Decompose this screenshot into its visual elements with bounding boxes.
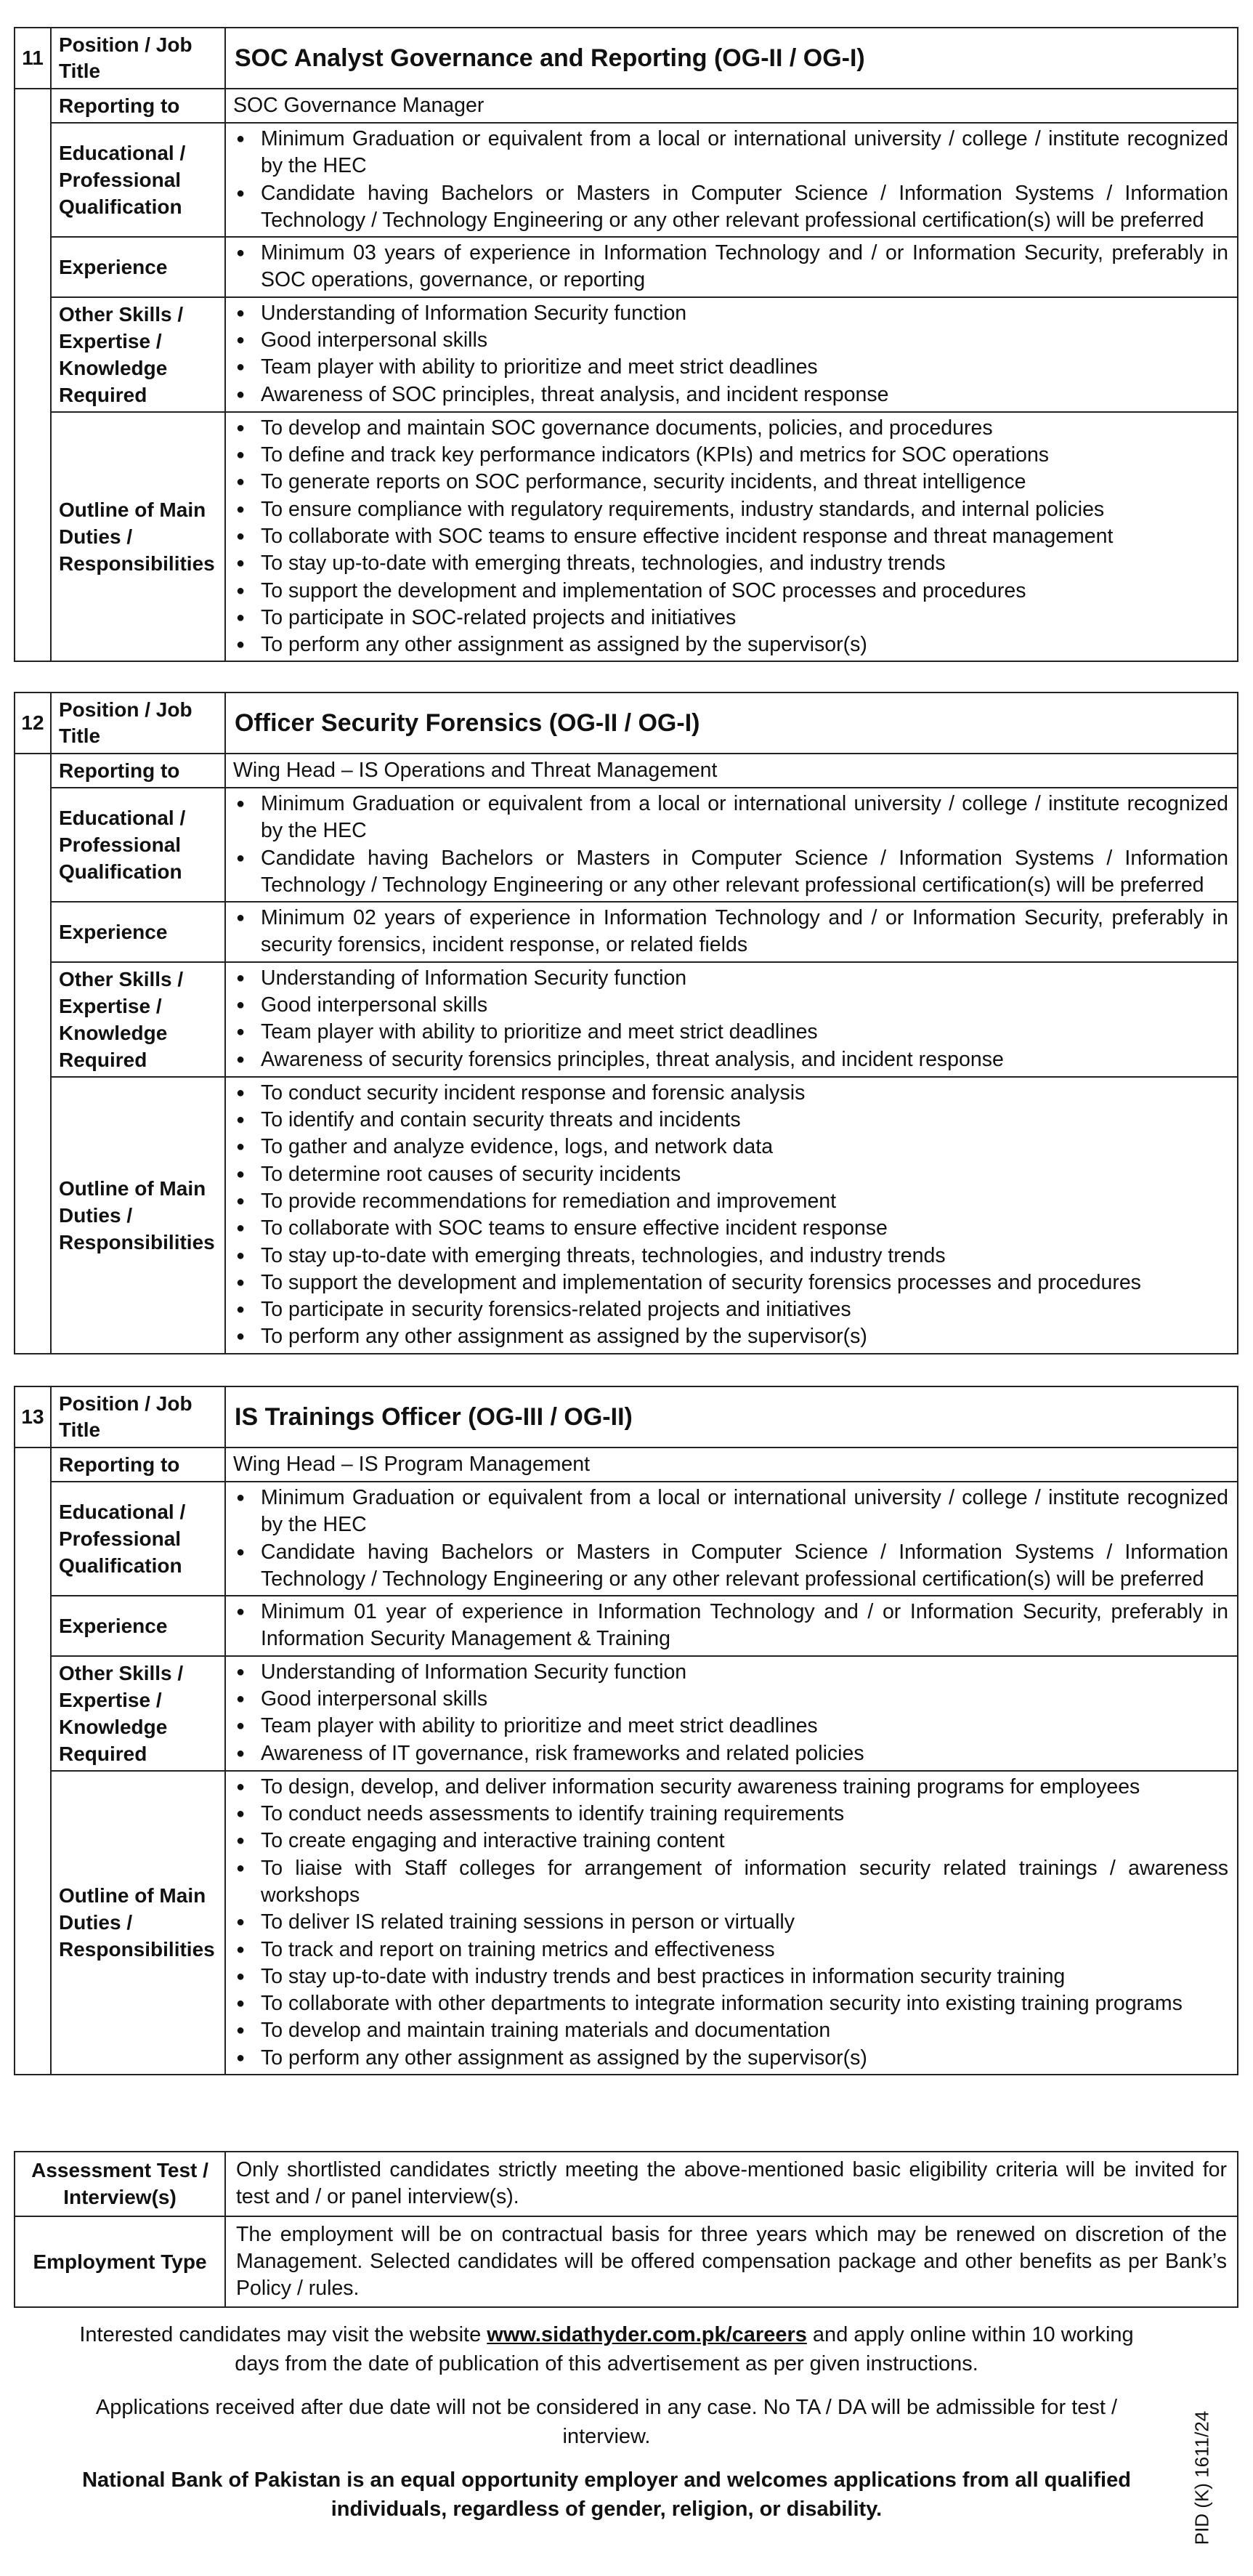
bullet-item: ● To define and track key performance indicators (KPIs) and metrics for SOC operations (233, 442, 1228, 469)
bullet-item: ● Team player with ability to prioritize and meet strict deadlines (233, 1713, 1228, 1740)
employment-type-label: Employment Type (15, 2217, 226, 2307)
bullet-item: ● Minimum 02 years of experience in Information Technology and / or Information Security, preferably in security forensics, incident response, or related fields (233, 905, 1228, 959)
qualification-list (233, 1485, 1228, 1593)
experience-row (52, 903, 1237, 963)
qualification-content (226, 788, 1237, 901)
reporting-label: Reporting to (52, 89, 226, 122)
reporting-to-value: Wing Head – IS Program Management (233, 1452, 591, 1476)
bullet-item: ● To collaborate with other departments to integrate information security into existing training programs (233, 1990, 1228, 2017)
qualification-list (233, 791, 1228, 899)
job-title: SOC Analyst Governance and Reporting (OG-II / OG-I) (235, 44, 865, 72)
bullet-item: ● Awareness of security forensics principles, threat analysis, and incident response (233, 1046, 1228, 1073)
reporting-row (52, 1448, 1237, 1482)
bullet-item: ● To participate in security forensics-related projects and initiatives (233, 1296, 1228, 1323)
job-table (14, 692, 1238, 1354)
late-applications-notice: Applications received after due date will not be considered in any case. No TA / DA will be admissible for test / interview. (95, 2396, 1118, 2448)
reporting-label: Reporting to (52, 754, 226, 787)
bullet-item: ● To provide recommendations for remediation and improvement (233, 1188, 1228, 1215)
skills-row (52, 963, 1237, 1078)
bullet-item: ● Awareness of SOC principles, threat analysis, and incident response (233, 381, 1228, 408)
reporting-row (52, 754, 1237, 788)
job-detail-rows (52, 89, 1237, 661)
bullet-item: ● Team player with ability to prioritize and meet strict deadlines (233, 354, 1228, 381)
bullet-item: ● To generate reports on SOC performance, security incidents, and threat intelligence (233, 469, 1228, 496)
careers-website-link[interactable]: www.sidathyder.com.pk/careers (487, 2323, 807, 2346)
duties-row (52, 1078, 1237, 1353)
bullet-item: ● To perform any other assignment as assigned by the supervisor(s) (233, 2045, 1228, 2072)
bullet-item: ● To stay up-to-date with emerging threats, technologies, and industry trends (233, 1243, 1228, 1269)
bullet-item: ● Minimum Graduation or equivalent from a local or international university / college / institute recognized by the HEC (233, 1485, 1228, 1539)
bullet-item: ● To participate in SOC-related projects and initiatives (233, 605, 1228, 631)
job-table (14, 27, 1238, 662)
bullet-item: ● To conduct security incident response and forensic analysis (233, 1080, 1228, 1107)
experience-row (52, 238, 1237, 298)
bullet-item: ● Good interpersonal skills (233, 1686, 1228, 1713)
job-details (15, 89, 1237, 661)
experience-content (226, 1596, 1237, 1655)
reporting-row (52, 89, 1237, 124)
apply-text-after: and apply online within 10 working days from the date of publication of this advertisement as per given instructions. (235, 2323, 1134, 2375)
bullet-item: ● To perform any other assignment as assigned by the supervisor(s) (233, 1323, 1228, 1350)
bullet-item: ● Candidate having Bachelors or Masters in Computer Science / Information Systems / Information Technology / Technology Engineering or any other relevant professional certification(s) will be preferred (233, 845, 1228, 900)
duties-row (52, 413, 1237, 661)
job-title: Officer Security Forensics (OG-II / OG-I) (235, 708, 700, 737)
skills-content (226, 298, 1237, 411)
skills-row (52, 298, 1237, 413)
bullet-item: ● Awareness of IT governance, risk frameworks and related policies (233, 1740, 1228, 1767)
bullet-item: ● To design, develop, and deliver information security awareness training programs for employees (233, 1774, 1228, 1801)
job-details (15, 1448, 1237, 2074)
duties-label: Outline of Main Duties / Responsibilities (52, 1078, 226, 1353)
bullet-item: ● Minimum 03 years of experience in Information Technology and / or Information Security, preferably in SOC operations, governance, or reporting (233, 240, 1228, 294)
bullet-item: ● To collaborate with SOC teams to ensure effective incident response and threat management (233, 523, 1228, 550)
skills-label: Other Skills / Expertise / Knowledge Required (52, 1657, 226, 1770)
bullet-item: ● To ensure compliance with regulatory requirements, industry standards, and internal policies (233, 496, 1228, 523)
experience-content (226, 903, 1237, 961)
job-detail-rows (52, 1448, 1237, 2074)
assessment-label: Assessment Test / Interview(s) (15, 2152, 226, 2216)
bullet-item: ● To deliver IS related training sessions in person or virtually (233, 1909, 1228, 1936)
bullet-item: ● Minimum Graduation or equivalent from a local or international university / college / institute recognized by the HEC (233, 791, 1228, 845)
publication-id (1191, 2410, 1213, 2545)
bullet-item: ● To collaborate with SOC teams to ensure effective incident response (233, 1215, 1228, 1242)
duties-list (233, 1774, 1228, 2072)
job-number: 13 (15, 1387, 52, 1447)
employment-type-row (15, 2217, 1237, 2307)
experience-list (233, 905, 1228, 959)
bullet-item: ● Team player with ability to prioritize and meet strict deadlines (233, 1019, 1228, 1046)
qualification-label: Educational / Professional Qualification (52, 124, 226, 236)
job-number: 11 (15, 28, 52, 88)
bullet-item: ● Understanding of Information Security function (233, 965, 1228, 992)
publication-id-text: PID (K) 1611/24 (1191, 2410, 1213, 2545)
bullet-item: ● To liaise with Staff colleges for arrangement of information security related trainings / awareness workshops (233, 1855, 1228, 1910)
job-header (15, 28, 1237, 89)
job-title: IS Trainings Officer (OG-III / OG-II) (235, 1402, 633, 1431)
equal-opportunity-statement: National Bank of Pakistan is an equal opportunity employer and welcomes applications from all qualified individuals, regardless of gender, religion, or disability. (82, 2468, 1131, 2521)
position-label: Position / Job Title (52, 1387, 226, 1447)
bullet-item: ● Candidate having Bachelors or Masters in Computer Science / Information Systems / Information Technology / Technology Engineering or any other relevant professional certification(s) will be preferred (233, 180, 1228, 235)
bullet-item: ● To perform any other assignment as assigned by the supervisor(s) (233, 631, 1228, 658)
number-gutter (15, 1448, 52, 2074)
reporting-to-value: SOC Governance Manager (233, 93, 484, 117)
job-number: 12 (15, 693, 52, 753)
job-detail-rows (52, 754, 1237, 1353)
bullet-item: ● To stay up-to-date with emerging threats, technologies, and industry trends (233, 550, 1228, 577)
bullet-item: ● Understanding of Information Security function (233, 1659, 1228, 1686)
bullet-item: ● To gather and analyze evidence, logs, and network data (233, 1134, 1228, 1160)
terms-table (14, 2151, 1238, 2308)
bullet-item: ● Good interpersonal skills (233, 992, 1228, 1019)
skills-list (233, 1659, 1228, 1767)
position-label: Position / Job Title (52, 28, 226, 88)
position-label: Position / Job Title (52, 693, 226, 753)
bullet-item: ● To conduct needs assessments to identify training requirements (233, 1801, 1228, 1828)
qualification-row (52, 788, 1237, 903)
apply-instructions (73, 2320, 1140, 2378)
number-gutter (15, 89, 52, 661)
qualification-row (52, 124, 1237, 238)
duties-content (226, 1078, 1237, 1353)
bullet-item: ● To develop and maintain training materials and documentation (233, 2017, 1228, 2044)
experience-label: Experience (52, 238, 226, 296)
duties-label: Outline of Main Duties / Responsibilities (52, 413, 226, 661)
duties-content (226, 1772, 1237, 2074)
experience-list (233, 240, 1228, 294)
job-details (15, 754, 1237, 1353)
qualification-row (52, 1482, 1237, 1596)
bullet-item: ● To stay up-to-date with industry trends and best practices in information security training (233, 1963, 1228, 1990)
bullet-item: ● Candidate having Bachelors or Masters in Computer Science / Information Systems / Information Technology / Technology Engineering or any other relevant professional certification(s) will be preferred (233, 1539, 1228, 1594)
number-gutter (15, 754, 52, 1353)
reporting-to-value: Wing Head – IS Operations and Threat Management (233, 758, 718, 782)
skills-label: Other Skills / Expertise / Knowledge Required (52, 298, 226, 411)
duties-content (226, 413, 1237, 661)
experience-label: Experience (52, 1596, 226, 1655)
reporting-label: Reporting to (52, 1448, 226, 1481)
bullet-item: ● To support the development and implementation of security forensics processes and procedures (233, 1269, 1228, 1296)
job-table (14, 1386, 1238, 2075)
experience-list (233, 1599, 1228, 1653)
skills-list (233, 300, 1228, 408)
employment-type-text: The employment will be on contractual basis for three years which may be renewed on discretion of the Management. Selected candidates will be offered compensation package and other benefits as per Bank’s Policy / rules. (236, 2222, 1227, 2301)
skills-content (226, 963, 1237, 1076)
experience-content (226, 238, 1237, 296)
job-header (15, 693, 1237, 754)
experience-label: Experience (52, 903, 226, 961)
qualification-content (226, 124, 1237, 236)
bullet-item: ● To support the development and implementation of SOC processes and procedures (233, 578, 1228, 605)
skills-label: Other Skills / Expertise / Knowledge Required (52, 963, 226, 1076)
skills-list (233, 965, 1228, 1073)
skills-content (226, 1657, 1237, 1770)
duties-list (233, 415, 1228, 659)
skills-row (52, 1657, 1237, 1772)
bullet-item: ● Understanding of Information Security function (233, 300, 1228, 327)
bullet-item: ● To identify and contain security threats and incidents (233, 1107, 1228, 1134)
duties-row (52, 1772, 1237, 2074)
duties-label: Outline of Main Duties / Responsibilities (52, 1772, 226, 2074)
apply-text-before: Interested candidates may visit the website (79, 2323, 487, 2346)
qualification-list (233, 126, 1228, 234)
assessment-row (15, 2152, 1237, 2217)
bullet-item: ● To develop and maintain SOC governance documents, policies, and procedures (233, 415, 1228, 442)
bullet-item: ● To determine root causes of security incidents (233, 1161, 1228, 1188)
bullet-item: ● Good interpersonal skills (233, 327, 1228, 354)
experience-row (52, 1596, 1237, 1657)
job-header (15, 1387, 1237, 1448)
qualification-content (226, 1482, 1237, 1595)
bullet-item: ● To track and report on training metrics and effectiveness (233, 1937, 1228, 1963)
assessment-text: Only shortlisted candidates strictly meeting the above-mentioned basic eligibility criteria will be invited for test and / or panel interview(s). (236, 2158, 1227, 2209)
bullet-item: ● To create engaging and interactive training content (233, 1828, 1228, 1854)
duties-list (233, 1080, 1228, 1351)
qualification-label: Educational / Professional Qualification (52, 1482, 226, 1595)
bullet-item: ● Minimum Graduation or equivalent from a local or international university / college / institute recognized by the HEC (233, 126, 1228, 180)
qualification-label: Educational / Professional Qualification (52, 788, 226, 901)
bullet-item: ● Minimum 01 year of experience in Information Technology and / or Information Security, preferably in Information Security Management & Training (233, 1599, 1228, 1653)
